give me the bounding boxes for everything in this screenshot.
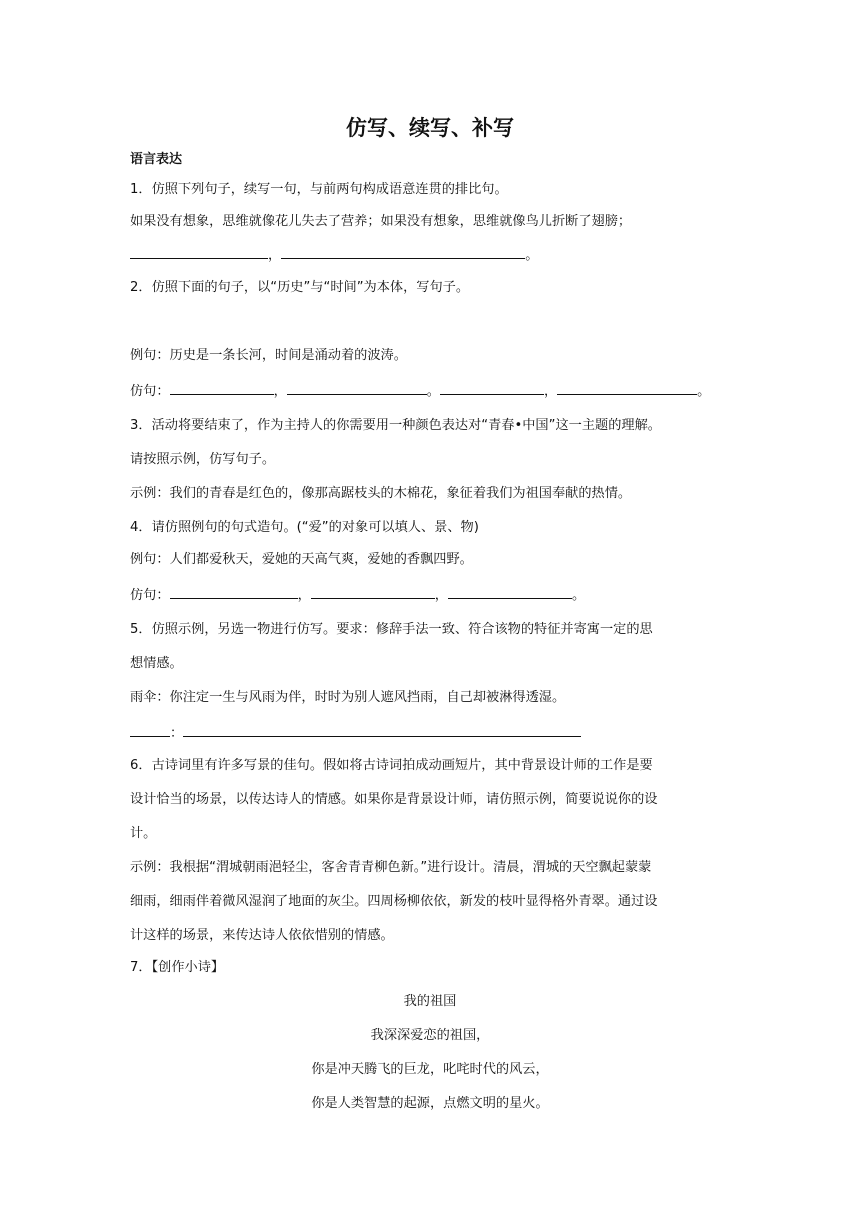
question-6-stem-end: 计。: [130, 826, 157, 841]
question-3-example: 示例：我们的青春是红色的，像那高踞枝头的木棉花，象征着我们为祖国奉献的热情。: [130, 486, 632, 501]
answer-blank[interactable]: [170, 584, 298, 599]
question-6-stem-cont: 设计恰当的场景，以传达诗人的情感。如果你是背景设计师，请仿照示例，简要说说你的设: [130, 792, 658, 807]
section-heading: 语言表达: [130, 152, 183, 167]
answer-blank[interactable]: [170, 380, 274, 395]
question-4-example: 例句：人们都爱秋天，爱她的天高气爽，爱她的香飘四野。: [130, 552, 473, 567]
answer-blank[interactable]: [557, 380, 697, 395]
question-5-answer-line: ：: [130, 722, 730, 744]
poem-title: 我的祖国: [403, 994, 457, 1009]
question-1-stem: 1．仿照下列句子，续写一句，与前两句构成语意连贯的排比句。: [130, 182, 508, 197]
answer-blank[interactable]: [448, 584, 572, 599]
poem-line: 你是冲天腾飞的巨龙，叱咤时代的风云，: [311, 1062, 549, 1077]
question-2-example: 例句：历史是一条长河，时间是涌动着的波涛。: [130, 348, 407, 363]
answer-blank[interactable]: [130, 244, 268, 259]
answer-blank[interactable]: [311, 584, 435, 599]
page-title: 仿写、续写、补写: [346, 116, 514, 140]
question-1-text: 如果没有想象，思维就像花儿失去了营养；如果没有想象，思维就像鸟儿折断了翅膀；: [130, 214, 632, 229]
question-6-example-cont: 细雨，细雨伴着微风湿润了地面的灰尘。四周杨柳依依，新发的枝叶显得格外青翠。通过设: [130, 894, 658, 909]
answer-blank[interactable]: [281, 244, 525, 259]
question-6-example: 示例：我根据“渭城朝雨浥轻尘，客舍青青柳色新。”进行设计。清晨，渭城的天空飘起蒙蒙: [130, 860, 652, 875]
answer-blank[interactable]: [440, 380, 544, 395]
question-1-answer-line: ， 。: [130, 244, 730, 266]
question-4-answer-line: 仿句： ， ， 。: [130, 584, 730, 606]
question-4-stem: 4．请仿照例句的句式造句。(“爱”的对象可以填人、景、物): [130, 520, 479, 535]
poem-line: 我深深爱恋的祖国，: [370, 1028, 490, 1043]
question-3-stem-cont: 请按照示例，仿写句子。: [130, 452, 276, 467]
question-2-stem: 2．仿照下面的句子，以“历史”与“时间”为本体，写句子。: [130, 280, 470, 295]
question-5-stem-cont: 想情感。: [130, 656, 183, 671]
question-6-example-end: 计这样的场景，来传达诗人依依惜别的情感。: [130, 928, 394, 943]
question-7-stem: 7．【创作小诗】: [130, 960, 225, 975]
question-2-answer-line: 仿句： ， 。 ， 。: [130, 380, 730, 402]
question-5-stem: 5．仿照示例，另选一物进行仿写。要求：修辞手法一致、符合该物的特征并寄寓一定的思: [130, 622, 653, 637]
answer-blank[interactable]: [183, 722, 581, 737]
question-3-stem: 3．活动将要结束了，作为主持人的你需要用一种颜色表达对“青春•中国”这一主题的理解。: [130, 418, 661, 433]
question-5-example: 雨伞：你注定一生与风雨为伴，时时为别人遮风挡雨，自己却被淋得透湿。: [130, 690, 566, 705]
answer-blank[interactable]: [287, 380, 427, 395]
question-6-stem: 6．古诗词里有许多写景的佳句。假如将古诗词拍成动画短片，其中背景设计师的工作是要: [130, 758, 653, 773]
answer-blank[interactable]: [130, 722, 170, 737]
poem-line: 你是人类智慧的起源，点燃文明的星火。: [311, 1096, 549, 1111]
